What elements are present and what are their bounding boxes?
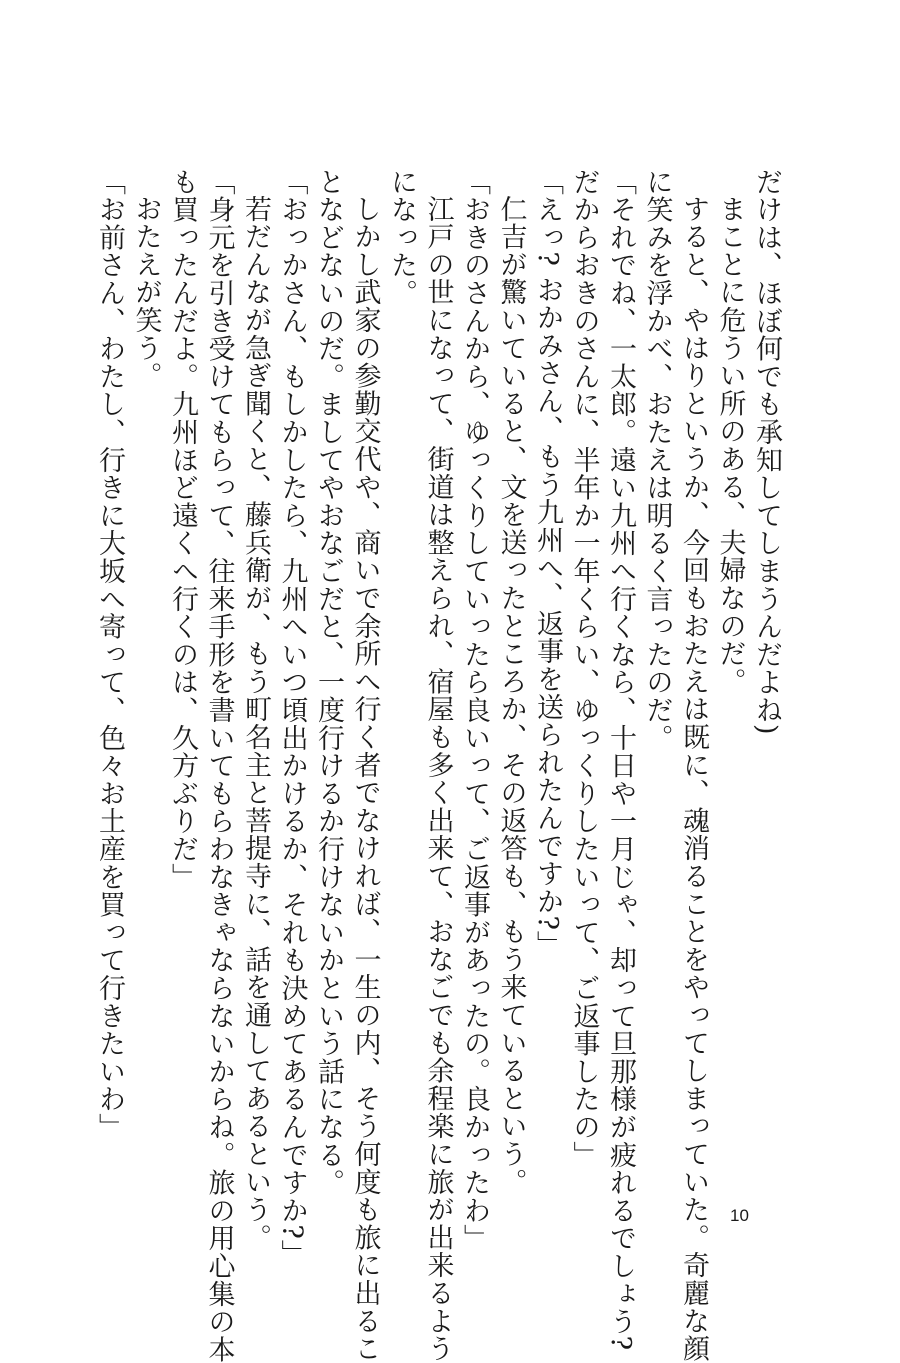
text-line: 「身元を引き受けてもらって、往来手形を書いてもらわなきゃならないからね。旅の用心集の本 bbox=[203, 168, 235, 1363]
text-line: まことに危うい所のある、夫婦なのだ。 bbox=[714, 195, 746, 696]
text-line: に笑みを浮かべ、おたえは明るく言ったのだ。 bbox=[641, 168, 673, 752]
text-line: 「おきのさんから、ゆっくりしていったら良いって、ご返事があったの。良かったわ」 bbox=[459, 168, 490, 1253]
text-line: 「それでね、一太郎。遠い九州へ行くなら、十日や一月じゃ、却って旦那様が疲れるでしょう? bbox=[605, 168, 636, 1351]
text-line: だけは、ほぼ何でも承知してしまうんだよね) bbox=[751, 168, 782, 736]
text-line: になった。 bbox=[386, 168, 417, 307]
text-line: も買ったんだよ。九州ほど遠くへ行くのは、久方ぶりだ」 bbox=[167, 168, 198, 891]
text-line: だからおきのさんに、半年か一年くらい、ゆっくりしたいって、ご返事したの」 bbox=[568, 168, 600, 1169]
page-number: 10 bbox=[730, 1206, 749, 1225]
text-line: 仁吉が驚いていると、文を送ったところか、その返答も、もう来ているという。 bbox=[495, 195, 527, 1196]
text-line: 「お前さん、わたし、行きに大坂へ寄って、色々お土産を買って行きたいわ」 bbox=[94, 168, 125, 1141]
text-line: しかし武家の参勤交代や、商いで余所へ行く者でなければ、一生の内、そう何度も旅に出るこ bbox=[349, 195, 381, 1363]
text-line: 若だんなが急ぎ聞くと、藤兵衛が、もう町名主と菩提寺に、話を通してあるという。 bbox=[240, 195, 271, 1252]
text-line: 「えっ? おかみさん、もう九州へ、返事を送られたんですか?」 bbox=[532, 168, 563, 959]
text-line: おたえが笑う。 bbox=[130, 195, 162, 390]
text-line: 江戸の世になって、街道は整えられ、宿屋も多く出来て、おなごでも余程楽に旅が出来るよう bbox=[422, 195, 454, 1363]
text-line: すると、やはりというか、今回もおたえは既に、魂消ることをやってしまっていた。奇麗な顔 bbox=[678, 195, 709, 1363]
text-line: 「おっかさん、もしかしたら、九州へいつ頃出かけるか、それも決めてあるんですか?」 bbox=[276, 168, 308, 1268]
text-line: となどないのだ。ましてやおなごだと、一度行けるか行けないかという話になる。 bbox=[313, 168, 344, 1197]
